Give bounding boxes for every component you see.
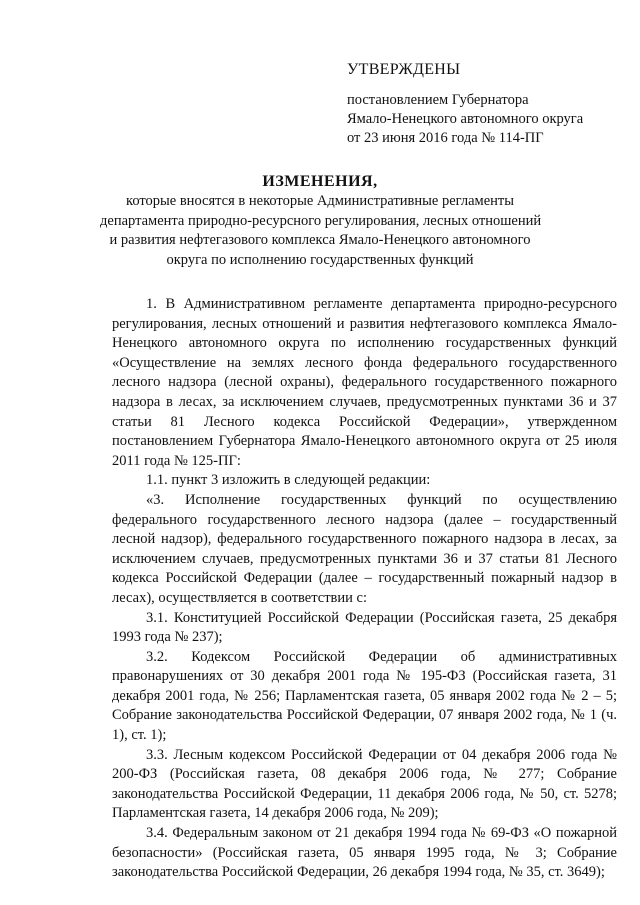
document-body	[112, 295, 617, 883]
paragraph: 3.4. Федеральным законом от 21 декабря 1994 года № 69-ФЗ «О пожарной безопасности» (Российская газета, 05 января 1995 года, № 3; Собрание законодательства Российской Федерации, 26 декабря 1994 года, № 35, ст. 3649);	[112, 825, 617, 881]
heading-line: которые вносятся в некоторые Административные регламенты	[126, 193, 514, 209]
heading-title: ИЗМЕНЕНИЯ,	[262, 173, 378, 190]
document-heading	[100, 172, 540, 270]
heading-line: округа по исполнению государственных функций	[166, 251, 474, 268]
paragraph: 1. В Административном регламенте департамента природно-ресурсного регулирования, лесных отношений и развития нефтегазового комплекса Ямало-Ненецкого автономного округа по исполнению государственных функций «Осуществление на землях лесного фонда федерального государственного лесного надзора (лесной охраны), федерального государственного пожарного надзора в лесах, за исключением случаев, предусмотренных пунктами 36 и 37 статьи 81 Лесного кодекса Российской Федерации», утвержденном постановлением Губернатора Ямало-Ненецкого автономного округа от 25 июля 2011 года № 125-ПГ:	[112, 296, 617, 469]
approval-line: Ямало-Ненецкого автономного округа	[347, 111, 584, 127]
paragraph: 3.3. Лесным кодексом Российской Федерации от 04 декабря 2006 года № 200-ФЗ (Российская газета, 08 декабря 2006 года, № 277; Собрание законодательства Российской Федерации, 11 декабря 2006 года, № 50, ст. 5278; Парламентская газета, 14 декабря 2006 года, № 209);	[112, 746, 617, 822]
paragraph: 3.2. Кодексом Российской Федерации об административных правонарушениях от 30 декабря 2001 года № 195-ФЗ (Российская газета, 31 декабря 2001 года, № 256; Парламентская газета, 05 января 2002 года № 2 – 5; Собрание законодательства Российской Федерации, 07 января 2002 года, № 1 (ч. 1), ст. 1);	[112, 648, 617, 744]
heading-line: департамента природно-ресурсного регулирования, лесных отношений	[100, 212, 542, 229]
approval-title: УТВЕРЖДЕНЫ	[347, 61, 461, 78]
heading-line: и развития нефтегазового комплекса Ямало-Ненецкого автономного	[109, 232, 531, 248]
paragraph: 1.1. пункт 3 изложить в следующей редакции:	[146, 472, 431, 489]
paragraph: 3.1. Конституцией Российской Федерации (Российская газета, 25 декабря 1993 года № 237);	[112, 609, 617, 646]
approval-line: от 23 июня 2016 года № 114-ПГ	[347, 130, 544, 146]
approval-line: постановлением Губернатора	[347, 92, 529, 108]
paragraph: «3. Исполнение государственных функций по осуществлению федерального государственного лесного надзора (далее – государственный лесной надзор), федерального государственного пожарного надзора в лесах, за исключением случаев, предусмотренных пунктами 36 и 37 статьи 81 Лесного кодекса Российской Федерации (далее – государственный пожарный надзор в лесах), осуществляется в соответствии с:	[112, 491, 617, 606]
approval-block	[347, 60, 617, 148]
